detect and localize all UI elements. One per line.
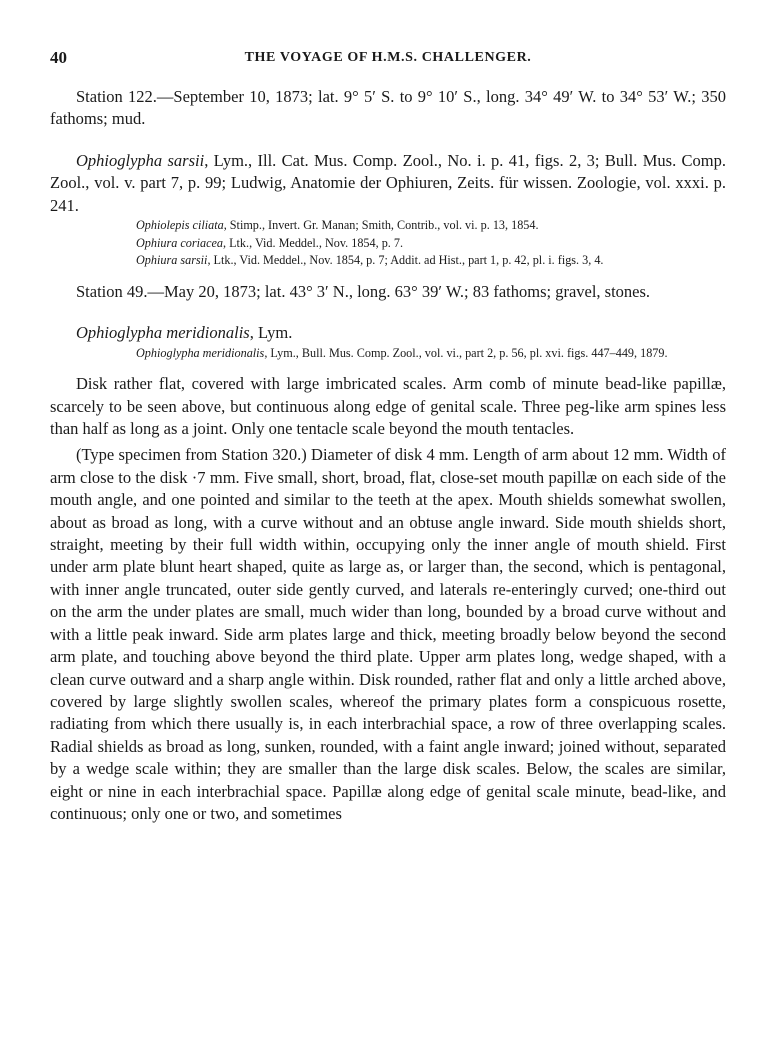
synonym-item [136, 345, 726, 362]
synonym-name: Ophiura sarsii [136, 253, 208, 268]
synonym-name: Ophioglypha meridionalis [136, 345, 265, 360]
synonym-item [136, 252, 726, 269]
synonym-reference: , Ltk., Vid. Meddel., Nov. 1854, p. 7; Addit. ad Hist., part 1, p. 42, pl. i. figs. 3, 4. [207, 253, 604, 268]
meridionalis-description: (Type specimen from Station 320.) Diameter of disk 4 mm. Length of arm about 12 mm. Width of arm close to the disk ·7 mm. Five small, short, broad, flat, close-set mouth papillæ on each side of the mouth angle, and one pointed and similar to the teeth at the apex. Mouth shields somewhat swollen, about as broad as long, with a curve without and an obtuse angle inward. Side mouth shields short, straight, meeting by their full width within, occupying only the inner angle of mouth shield. First under arm plate blunt heart shaped, quite as large as, or larger than, the second, which is pentagonal, with inner angle truncated, outer side gently curved, and laterals re-enteringly curved; one-third out on the arm the under plates are small, much wider than long, bounded by a broad curve without and with a little peak inward. Side arm plates large and thick, meeting broadly below beyond the second arm plate, and touching above beyond the third plate. Upper arm plates long, wedge shaped, with a clean curve outward and a sharp angle within. Disk rounded, rather flat and only a little arched above, covered by large slightly swollen scales, whereof the primary plates form a conspicuous rosette, radiating from which there usually is, in each interbrachial space, a row of three overlapping scales. Radial shields as broad as long, sunken, rounded, with a faint angle inward; joined without, separated by a wedge scale within; they are smaller than the large disk scales. Below, the scales are similar, eight or nine in each interbrachial space. Papillæ along edge of genital scale minute, bead-like, and continuous; only one or two, and sometimes [50, 445, 726, 823]
synonym-item [136, 235, 726, 252]
synonym-item [136, 217, 726, 234]
meridionalis-author: , Lym. [249, 323, 293, 343]
sarsii-synonymy-list [50, 217, 726, 269]
synonym-name: Ophiolepis ciliata [136, 218, 224, 233]
meridionalis-diagnosis: Disk rather flat, covered with large imbricated scales. Arm comb of minute bead-like papillæ, scarcely to be seen above, but continuous along edge of genital scale. Three peg-like arm spines less than half as long as a joint. Only one tentacle scale beyond the mouth tentacles. [50, 374, 726, 439]
meridionalis-species-name: Ophioglypha meridionalis [76, 323, 250, 343]
page-header [50, 48, 726, 72]
meridionalis-entry [50, 322, 726, 344]
running-title: THE VOYAGE OF H.M.S. CHALLENGER. [244, 50, 532, 65]
page-body [50, 86, 726, 825]
synonym-reference: , Stimp., Invert. Gr. Manan; Smith, Contrib., vol. vi. p. 13, 1854. [223, 218, 539, 233]
synonym-reference: , Ltk., Vid. Meddel., Nov. 1854, p. 7. [223, 235, 404, 250]
station-49-record: Station 49.—May 20, 1873; lat. 43° 3′ N., long. 63° 39′ W.; 83 fathoms; gravel, stones. [76, 281, 651, 301]
synonym-name: Ophiura coriacea [136, 235, 223, 250]
sarsii-species-name: Ophioglypha sarsii [76, 150, 205, 170]
station-122-record: Station 122.—September 10, 1873; lat. 9° 5′ S. to 9° 10′ S., long. 34° 49′ W. to 34° 53′ W.; 350 fathoms; mud. [50, 87, 726, 129]
sarsii-entry [50, 150, 726, 217]
sarsii-citation: , Lym., Ill. Cat. Mus. Comp. Zool., No. i. p. 41, figs. 2, 3; Bull. Mus. Comp. Zool., vol. v. part 7, p. 99; Ludwig, Anatomie der Ophiuren, Zeits. für wissen. Zoologie, vol. xxxi. p. 241. [50, 150, 726, 215]
meridionalis-synonymy-list [50, 345, 726, 362]
synonym-reference: , Lym., Bull. Mus. Comp. Zool., vol. vi., part 2, p. 56, pl. xvi. figs. 447–449, 1879. [264, 345, 668, 360]
page-number: 40 [50, 48, 67, 67]
